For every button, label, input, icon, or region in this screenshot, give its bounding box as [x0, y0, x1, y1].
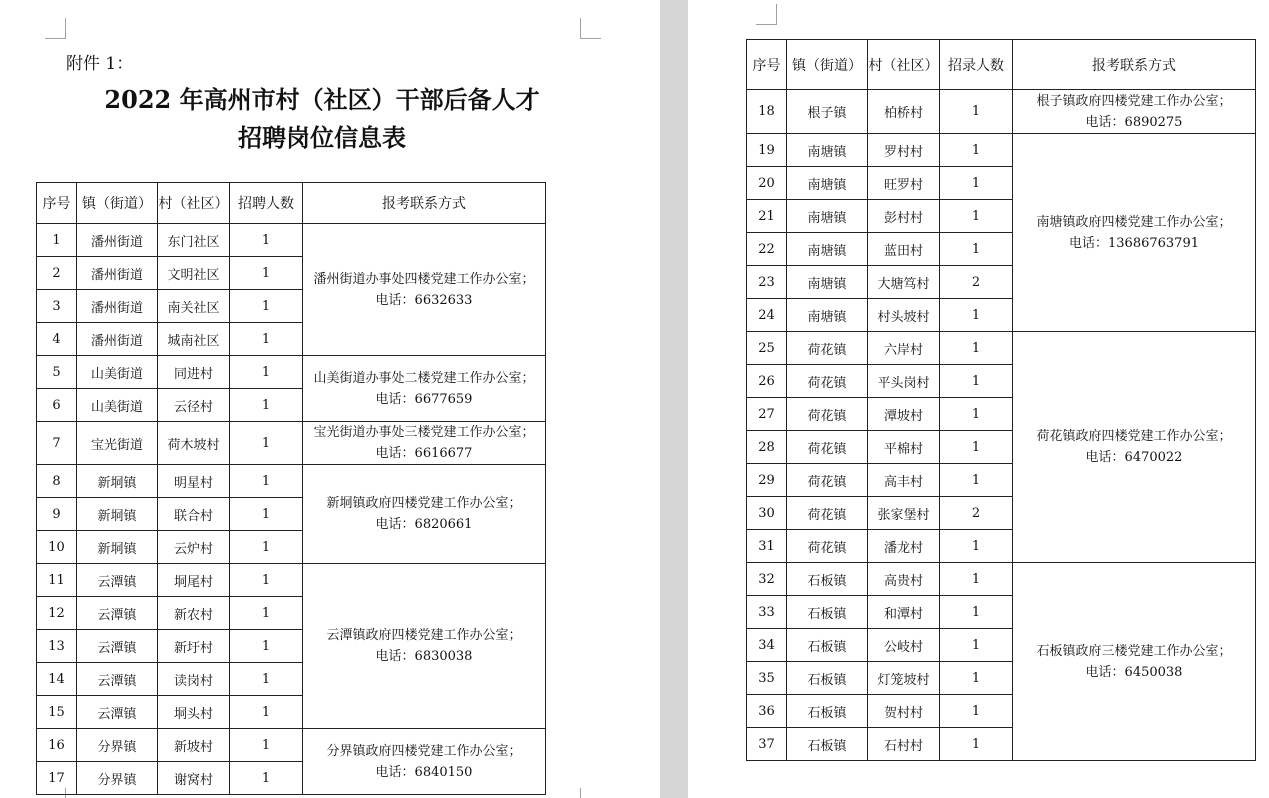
- cell-town: 荷花镇: [787, 431, 868, 464]
- contact-office: 根子镇政府四楼党建工作办公室；: [1036, 93, 1232, 109]
- cell-town: 潘州街道: [77, 224, 158, 257]
- header-no: 序号: [747, 40, 787, 90]
- contact-cell: [303, 356, 546, 422]
- cell-town: 荷花镇: [787, 398, 868, 431]
- cell-no: 25: [747, 332, 787, 365]
- document-subtitle: 招聘岗位信息表: [238, 123, 406, 152]
- header-town: 镇（街道）: [77, 183, 158, 224]
- cell-town: 山美街道: [77, 356, 158, 389]
- cell-count: 1: [940, 200, 1013, 233]
- cell-village: 村头坡村: [868, 299, 940, 332]
- table-row: [37, 564, 546, 597]
- cell-no: 9: [37, 498, 77, 531]
- cell-town: 宝光街道: [77, 422, 158, 465]
- cell-village: 云径村: [158, 389, 230, 422]
- contact-phone: 电话：6470022: [1085, 450, 1183, 465]
- cell-count: 1: [230, 531, 303, 564]
- cell-no: 15: [37, 696, 77, 729]
- cell-village: 高贵村: [868, 563, 940, 596]
- cell-town: 南塘镇: [787, 299, 868, 332]
- cell-no: 8: [37, 465, 77, 498]
- cell-count: 1: [940, 365, 1013, 398]
- contact-office: 新垌镇政府四楼党建工作办公室；: [326, 496, 522, 511]
- header-contact: 报考联系方式: [1013, 40, 1256, 90]
- contact-cell: [303, 224, 546, 356]
- cell-town: 山美街道: [77, 389, 158, 422]
- cell-village: 张家堡村: [868, 497, 940, 530]
- cell-village: 灯笼坡村: [868, 662, 940, 695]
- cell-village: 谢窝村: [158, 762, 230, 795]
- contact-cell: [1013, 134, 1256, 332]
- cell-no: 21: [747, 200, 787, 233]
- cell-town: 云潭镇: [77, 597, 158, 630]
- attachment-label: 附件 1：: [66, 54, 134, 74]
- document-page-2: [688, 0, 1269, 798]
- cell-village: 潭坡村: [868, 398, 940, 431]
- cell-town: 分界镇: [77, 762, 158, 795]
- cell-village: 潘龙村: [868, 530, 940, 563]
- table-row: [37, 356, 546, 389]
- cell-town: 荷花镇: [787, 365, 868, 398]
- cell-village: 贺村村: [868, 695, 940, 728]
- cell-count: 1: [940, 662, 1013, 695]
- cell-no: 5: [37, 356, 77, 389]
- cell-village: 平棉村: [868, 431, 940, 464]
- cell-village: 读岗村: [158, 663, 230, 696]
- cell-count: 1: [940, 629, 1013, 662]
- cell-count: 1: [940, 695, 1013, 728]
- contact-office: 分界镇政府四楼党建工作办公室；: [326, 743, 522, 759]
- cell-town: 南塘镇: [787, 266, 868, 299]
- cell-town: 石板镇: [787, 662, 868, 695]
- cell-no: 35: [747, 662, 787, 695]
- cell-no: 1: [37, 224, 77, 257]
- cell-town: 分界镇: [77, 729, 158, 762]
- cell-town: 石板镇: [787, 695, 868, 728]
- table-row: [747, 134, 1256, 167]
- cell-town: 云潭镇: [77, 696, 158, 729]
- table-row: [37, 729, 546, 762]
- cell-village: 六岸村: [868, 332, 940, 365]
- cell-no: 3: [37, 290, 77, 323]
- header-no: 序号: [37, 183, 77, 224]
- cell-town: 云潭镇: [77, 663, 158, 696]
- header-count: 招聘人数: [230, 183, 303, 224]
- cell-count: 1: [230, 762, 303, 795]
- cell-no: 31: [747, 530, 787, 563]
- cell-no: 7: [37, 422, 77, 465]
- cell-no: 28: [747, 431, 787, 464]
- cell-village: 垌尾村: [158, 564, 230, 597]
- header-contact: 报考联系方式: [303, 183, 546, 224]
- cell-count: 1: [940, 563, 1013, 596]
- cell-no: 12: [37, 597, 77, 630]
- positions-table-part-2: [746, 39, 1256, 761]
- contact-cell: [1013, 563, 1256, 761]
- cell-count: 1: [940, 431, 1013, 464]
- cell-count: 1: [230, 224, 303, 257]
- table-row: [37, 422, 546, 465]
- contact-cell: [1013, 90, 1256, 134]
- header-village: 村（社区）: [868, 40, 940, 90]
- cell-village: 云炉村: [158, 531, 230, 564]
- cell-town: 云潭镇: [77, 630, 158, 663]
- contact-phone: 电话：6677659: [375, 391, 473, 407]
- cell-count: 1: [940, 134, 1013, 167]
- cell-village: 和潭村: [868, 596, 940, 629]
- cell-village: 高丰村: [868, 464, 940, 497]
- cell-no: 33: [747, 596, 787, 629]
- cell-village: 旺罗村: [868, 167, 940, 200]
- cell-count: 1: [230, 356, 303, 389]
- cell-count: 1: [230, 597, 303, 630]
- contact-phone: 电话：6450038: [1085, 664, 1183, 680]
- cell-town: 石板镇: [787, 563, 868, 596]
- corner-crop-mark: [580, 18, 601, 39]
- contact-office: 宝光街道办事处三楼党建工作办公室；: [313, 425, 535, 440]
- cell-town: 南塘镇: [787, 200, 868, 233]
- cell-count: 1: [230, 323, 303, 356]
- cell-village: 垌头村: [158, 696, 230, 729]
- cell-count: 1: [230, 729, 303, 762]
- cell-town: 荷花镇: [787, 497, 868, 530]
- contact-phone: 电话：6820661: [375, 517, 473, 532]
- cell-town: 新垌镇: [77, 465, 158, 498]
- cell-no: 20: [747, 167, 787, 200]
- corner-crop-mark: [45, 18, 66, 39]
- contact-phone: 电话：6616677: [375, 446, 473, 461]
- contact-cell: [1013, 332, 1256, 563]
- header-village: 村（社区）: [158, 183, 230, 224]
- cell-town: 新垌镇: [77, 531, 158, 564]
- cell-no: 36: [747, 695, 787, 728]
- contact-office: 石板镇政府三楼党建工作办公室；: [1036, 643, 1232, 659]
- cell-village: 荷木坡村: [158, 422, 230, 465]
- cell-village: 柏桥村: [868, 90, 940, 134]
- cell-count: 1: [940, 90, 1013, 134]
- cell-village: 蓝田村: [868, 233, 940, 266]
- positions-table-part-1: [36, 182, 546, 795]
- table-row: [37, 465, 546, 498]
- cell-village: 平头岗村: [868, 365, 940, 398]
- cell-no: 13: [37, 630, 77, 663]
- cell-no: 32: [747, 563, 787, 596]
- contact-phone: 电话：6632633: [375, 292, 473, 308]
- cell-no: 22: [747, 233, 787, 266]
- cell-town: 潘州街道: [77, 257, 158, 290]
- cell-village: 彭村村: [868, 200, 940, 233]
- cell-village: 新坡村: [158, 729, 230, 762]
- cell-village: 新农村: [158, 597, 230, 630]
- contact-office: 荷花镇政府四楼党建工作办公室；: [1036, 429, 1232, 444]
- cell-count: 1: [230, 663, 303, 696]
- cell-no: 27: [747, 398, 787, 431]
- cell-count: 1: [230, 630, 303, 663]
- cell-village: 大塘笃村: [868, 266, 940, 299]
- cell-town: 云潭镇: [77, 564, 158, 597]
- cell-count: 1: [940, 332, 1013, 365]
- cell-village: 公岐村: [868, 629, 940, 662]
- cell-town: 荷花镇: [787, 464, 868, 497]
- cell-village: 罗村村: [868, 134, 940, 167]
- cell-count: 1: [230, 422, 303, 465]
- table-row: [747, 332, 1256, 365]
- contact-cell: [303, 422, 546, 465]
- cell-count: 1: [230, 257, 303, 290]
- cell-village: 明星村: [158, 465, 230, 498]
- cell-no: 23: [747, 266, 787, 299]
- cell-no: 11: [37, 564, 77, 597]
- cell-count: 1: [940, 299, 1013, 332]
- cell-count: 1: [940, 233, 1013, 266]
- cell-no: 16: [37, 729, 77, 762]
- cell-town: 荷花镇: [787, 332, 868, 365]
- contact-phone: 电话：13686763791: [1069, 235, 1199, 251]
- cell-town: 南塘镇: [787, 167, 868, 200]
- contact-office: 潘州街道办事处四楼党建工作办公室；: [313, 271, 535, 287]
- cell-count: 2: [940, 266, 1013, 299]
- cell-no: 10: [37, 531, 77, 564]
- cell-town: 潘州街道: [77, 290, 158, 323]
- cell-no: 2: [37, 257, 77, 290]
- cell-town: 石板镇: [787, 629, 868, 662]
- corner-crop-mark: [580, 788, 601, 798]
- cell-town: 荷花镇: [787, 530, 868, 563]
- document-title: 2022 年高州市村（社区）干部后备人才: [104, 85, 540, 114]
- cell-town: 潘州街道: [77, 323, 158, 356]
- cell-town: 南塘镇: [787, 233, 868, 266]
- table-header-row: [747, 40, 1256, 90]
- cell-count: 1: [230, 465, 303, 498]
- cell-count: 1: [230, 564, 303, 597]
- cell-count: 1: [940, 728, 1013, 761]
- contact-phone: 电话：6830038: [375, 649, 473, 664]
- cell-town: 南塘镇: [787, 134, 868, 167]
- cell-count: 1: [230, 498, 303, 531]
- table-header-row: [37, 183, 546, 224]
- cell-no: 6: [37, 389, 77, 422]
- cell-count: 1: [230, 290, 303, 323]
- cell-count: 1: [940, 596, 1013, 629]
- cell-town: 新垌镇: [77, 498, 158, 531]
- contact-cell: [303, 564, 546, 729]
- cell-no: 19: [747, 134, 787, 167]
- cell-no: 24: [747, 299, 787, 332]
- table-row: [747, 563, 1256, 596]
- cell-no: 18: [747, 90, 787, 134]
- contact-cell: [303, 465, 546, 564]
- cell-count: 1: [230, 389, 303, 422]
- header-count: 招录人数: [940, 40, 1013, 90]
- cell-count: 2: [940, 497, 1013, 530]
- cell-town: 根子镇: [787, 90, 868, 134]
- cell-no: 30: [747, 497, 787, 530]
- cell-village: 新圩村: [158, 630, 230, 663]
- contact-phone: 电话：6840150: [375, 764, 473, 780]
- contact-office: 云潭镇政府四楼党建工作办公室；: [326, 628, 522, 643]
- cell-no: 29: [747, 464, 787, 497]
- cell-town: 石板镇: [787, 596, 868, 629]
- cell-no: 4: [37, 323, 77, 356]
- contact-phone: 电话：6890275: [1085, 114, 1183, 130]
- header-town: 镇（街道）: [787, 40, 868, 90]
- cell-village: 同进村: [158, 356, 230, 389]
- contact-cell: [303, 729, 546, 795]
- cell-count: 1: [940, 530, 1013, 563]
- cell-count: 1: [940, 398, 1013, 431]
- cell-no: 26: [747, 365, 787, 398]
- table-row: [747, 90, 1256, 134]
- cell-village: 联合村: [158, 498, 230, 531]
- contact-office: 南塘镇政府四楼党建工作办公室；: [1036, 214, 1232, 230]
- cell-village: 文明社区: [158, 257, 230, 290]
- cell-village: 石村村: [868, 728, 940, 761]
- cell-no: 37: [747, 728, 787, 761]
- cell-village: 城南社区: [158, 323, 230, 356]
- cell-no: 34: [747, 629, 787, 662]
- contact-office: 山美街道办事处二楼党建工作办公室；: [313, 370, 535, 386]
- cell-no: 14: [37, 663, 77, 696]
- cell-no: 17: [37, 762, 77, 795]
- cell-village: 南关社区: [158, 290, 230, 323]
- cell-count: 1: [940, 167, 1013, 200]
- table-row: [37, 224, 546, 257]
- cell-count: 1: [940, 464, 1013, 497]
- cell-town: 石板镇: [787, 728, 868, 761]
- corner-crop-mark: [756, 4, 777, 25]
- cell-count: 1: [230, 696, 303, 729]
- cell-village: 东门社区: [158, 224, 230, 257]
